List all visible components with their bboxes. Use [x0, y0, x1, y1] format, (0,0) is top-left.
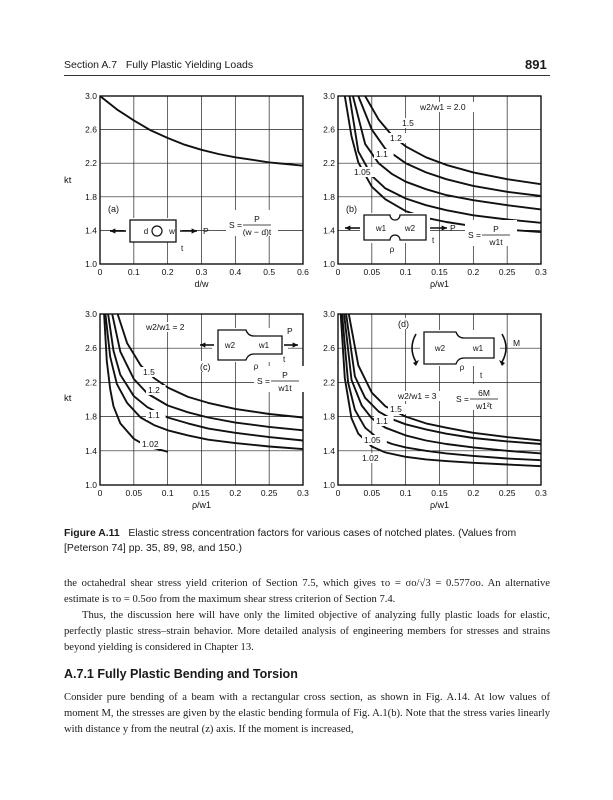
sketch-label: ρ	[389, 245, 395, 254]
y-tick-label: 1.4	[323, 445, 335, 456]
sketch-label: w2	[404, 224, 416, 233]
series-label: 1.5	[390, 404, 402, 414]
sketch-label: P	[287, 326, 293, 336]
series-label: 1.1	[148, 410, 160, 420]
series-label: 1.05	[364, 435, 381, 445]
y-tick-label: 1.8	[323, 411, 335, 422]
y-tick-label: 1.4	[85, 225, 97, 236]
x-tick-label: 0.2	[467, 267, 480, 277]
formula-numerator: 6M	[478, 388, 490, 398]
y-tick-label: 1.4	[323, 225, 335, 236]
figure-caption	[64, 526, 550, 556]
series-label: 1.02	[142, 439, 159, 449]
y-tick-label: 2.6	[85, 124, 97, 135]
sketch-label: t	[181, 244, 184, 253]
force-arrow-head	[293, 342, 298, 347]
y-tick-label: 1.0	[323, 480, 335, 490]
x-tick-label: 0.3	[195, 267, 208, 277]
series-label: w2/w1 = 3	[398, 391, 437, 401]
x-tick-label: 0.05	[363, 267, 381, 277]
sketch-label: t	[432, 236, 435, 245]
figure-caption-text: Elastic stress concentration factors for various cases of notched plates. (Values from [Peterson 74] pp. 35, 89, 98, and 150.)	[64, 528, 517, 554]
sketch-label: t	[480, 371, 483, 380]
sketch-label: P	[203, 226, 209, 236]
chart-panel-a	[85, 91, 309, 289]
y-tick-label: 1.8	[85, 191, 97, 202]
y-tick-label: 3.0	[323, 309, 335, 319]
x-axis-label: ρ/w1	[429, 500, 450, 510]
x-axis-label: d/w	[194, 279, 209, 289]
formula-numerator: P	[282, 370, 288, 380]
sketch-label: M	[513, 338, 521, 348]
series-label: 1.02	[362, 453, 379, 463]
formula-denominator: w1t	[489, 237, 503, 247]
y-tick-label: 2.6	[85, 343, 97, 354]
x-tick-label: 0	[335, 488, 341, 498]
x-axis-label: ρ/w1	[191, 500, 212, 510]
x-tick-label: 0.1	[127, 267, 140, 277]
x-tick-label: 0.25	[498, 488, 516, 498]
x-axis-label: ρ/w1	[429, 279, 450, 289]
y-axis-label: kt	[64, 393, 72, 404]
x-tick-label: 0.25	[260, 488, 278, 498]
force-arrow-head	[192, 228, 197, 233]
y-tick-label: 1.8	[85, 411, 97, 422]
y-tick-label: 2.2	[323, 158, 335, 169]
x-tick-label: 0.4	[229, 267, 242, 277]
sketch-label: w2	[224, 341, 236, 350]
force-arrow-head	[345, 225, 350, 230]
formula-lhs: S =	[468, 230, 481, 240]
panel-label: (b)	[346, 204, 357, 214]
series-label: 1.1	[376, 416, 388, 426]
series-label: 1.2	[390, 133, 402, 143]
sketch-label: w	[169, 227, 175, 236]
formula-denominator: w1²t	[475, 401, 493, 411]
x-tick-label: 0.5	[263, 267, 276, 277]
y-tick-label: 3.0	[85, 91, 97, 101]
force-arrow-head	[110, 228, 115, 233]
series-label: 1.05	[354, 167, 371, 177]
x-tick-label: 0.15	[193, 488, 210, 498]
y-tick-label: 2.2	[323, 377, 335, 388]
sketch-label: w1	[258, 341, 270, 350]
formula-denominator: w1t	[278, 383, 292, 393]
figure-label: Figure A.11	[64, 528, 120, 539]
sketch-label: w2	[434, 344, 446, 353]
series-label: 1.1	[376, 149, 388, 159]
y-tick-label: 2.2	[85, 158, 97, 169]
series-label: w2/w1 = 2	[146, 322, 185, 332]
formula-denominator: (w − d)t	[242, 227, 272, 237]
y-axis-label: kt	[64, 175, 72, 186]
paragraph-1: the octahedral shear stress yield criterion of Section 7.5, which gives τo = σo/√3 = 0.577σo. An alternative estimate is τo = 0.5σo from the maximum shear stress criterion of Section 7.4.	[64, 578, 550, 605]
y-tick-label: 2.6	[323, 124, 335, 135]
x-tick-label: 0.2	[229, 488, 242, 498]
formula-numerator: P	[254, 214, 260, 224]
panel-label: (a)	[108, 204, 119, 214]
y-tick-label: 2.2	[85, 377, 97, 388]
x-tick-label: 0.3	[297, 488, 309, 498]
sketch-label: d	[143, 227, 149, 236]
hole-circle	[152, 226, 162, 236]
sketch-label: ρ	[459, 363, 465, 372]
sketch-label: t	[283, 355, 286, 364]
chart-panel-b	[323, 91, 547, 289]
formula-lhs: S =	[456, 394, 469, 404]
sketch-label: ρ	[253, 362, 259, 371]
series-label: w2/w1 = 2.0	[420, 102, 466, 112]
sketch-plate-with-hole	[110, 218, 209, 253]
x-tick-label: 0	[335, 267, 341, 277]
sketch-label: w1	[375, 224, 387, 233]
sketch-stepped-plate-bending	[412, 330, 520, 380]
x-tick-label: 0.6	[297, 267, 309, 277]
x-tick-label: 0.1	[399, 267, 412, 277]
panel-label: (c)	[200, 362, 211, 372]
x-tick-label: 0.05	[125, 488, 143, 498]
y-tick-label: 1.4	[85, 445, 97, 456]
section-heading: A.7.1 Fully Plastic Bending and Torsion	[64, 667, 298, 681]
page-number: 891	[525, 57, 547, 72]
y-tick-label: 1.0	[323, 259, 335, 269]
x-tick-label: 0.15	[431, 267, 448, 277]
paragraph-2: Thus, the discussion here will have only the limited objective of analyzing fully plastic loads for elastic, perfectly plastic stress–strain behavior. More detailed analysis of engineering members for stresses and strains beyond yielding is considered in Chapter 13.	[64, 610, 550, 653]
x-tick-label: 0.3	[535, 267, 547, 277]
x-tick-label: 0.3	[535, 488, 547, 498]
series-curve	[104, 314, 168, 452]
y-tick-label: 3.0	[323, 91, 335, 101]
y-tick-label: 1.8	[323, 191, 335, 202]
series-curve	[350, 96, 542, 223]
paragraph-3: Consider pure bending of a beam with a rectangular cross section, as shown in Fig. A.14. At low values of moment M, the stresses are given by the elastic bending formula of Fig. A.1(b). Note that the stress varies linearly with distance y from the neutral (z) axis. If the moment is increased,	[64, 692, 550, 735]
sketch-label: w1	[472, 344, 484, 353]
series-label: 1.2	[148, 385, 160, 395]
x-tick-label: 0.25	[498, 267, 516, 277]
y-tick-label: 3.0	[85, 309, 97, 319]
formula-lhs: S =	[257, 376, 270, 386]
x-tick-label: 0.2	[467, 488, 480, 498]
x-tick-label: 0	[97, 488, 103, 498]
force-arrow-head	[442, 225, 447, 230]
x-tick-label: 0.2	[161, 267, 174, 277]
y-tick-label: 1.0	[85, 480, 97, 490]
y-tick-label: 2.6	[323, 343, 335, 354]
formula-numerator: P	[493, 224, 499, 234]
x-tick-label: 0.05	[363, 488, 381, 498]
y-tick-label: 1.0	[85, 259, 97, 269]
x-tick-label: 0.1	[161, 488, 174, 498]
panel-label: (d)	[398, 319, 409, 329]
series-label: 1.5	[402, 118, 414, 128]
x-tick-label: 0.15	[431, 488, 448, 498]
header-title: Fully Plastic Yielding Loads	[125, 59, 254, 71]
sketch-label: P	[450, 223, 456, 233]
formula-lhs: S =	[229, 220, 242, 230]
series-label: 1.5	[143, 367, 155, 377]
force-arrow-head	[200, 342, 205, 347]
x-tick-label: 0	[97, 267, 103, 277]
header-section: Section A.7	[64, 59, 118, 71]
x-tick-label: 0.1	[399, 488, 412, 498]
